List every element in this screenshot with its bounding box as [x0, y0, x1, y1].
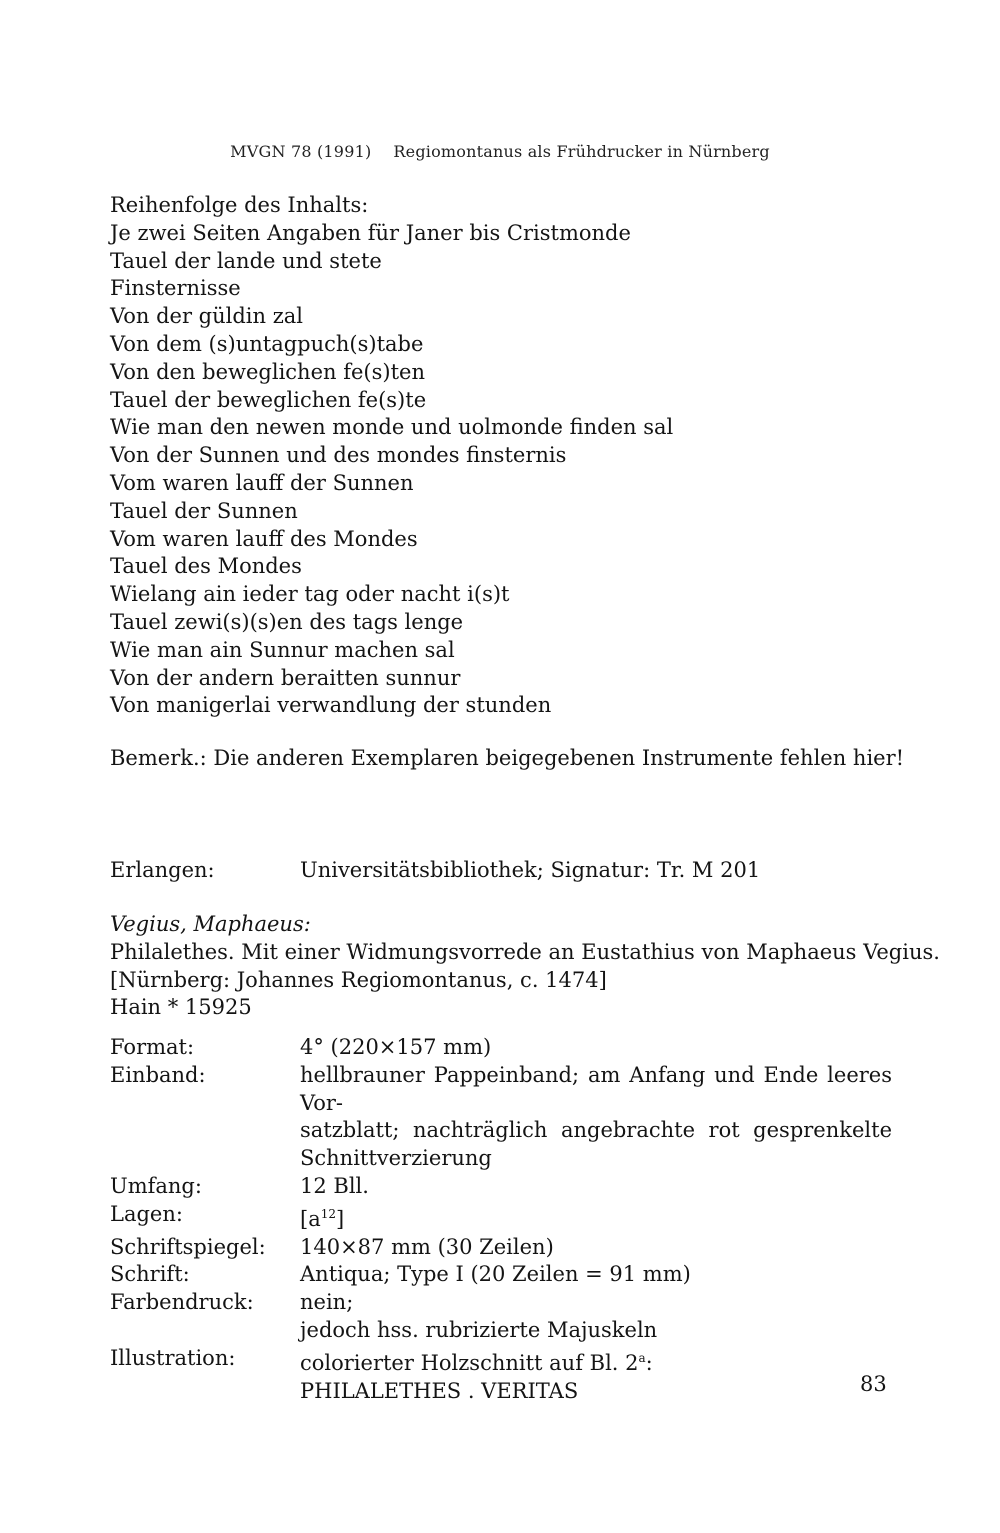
page-number: 83 [860, 1372, 887, 1396]
remark [110, 745, 905, 773]
einband-line-1: hellbrauner Pappeinband; am Anfang und Ende leeres Vor- [300, 1062, 892, 1115]
illustration-text: colorierter Holzschnitt auf Bl. 2 [300, 1350, 639, 1375]
entry-title: Philalethes. Mit einer Widmungsvorrede an Eustathius von Maphaeus Vegius. [110, 939, 940, 964]
illustration-colon: : [645, 1350, 653, 1375]
umfang-value: 12 Bll. [300, 1173, 369, 1198]
contents-item: Vom waren lauff der Sunnen [110, 470, 414, 495]
contents-item: Vom waren lauff des Mondes [110, 526, 418, 551]
illustration-key: Illustration: [110, 1345, 236, 1370]
contents-item: Tauel des Mondes [110, 554, 302, 579]
contents-heading: Reihenfolge des Inhalts: [110, 193, 369, 217]
location-value: Universitätsbibliothek; Signatur: Tr. M 201 [300, 858, 761, 882]
illustration-line-2: PHILALETHES . VERITAS [300, 1378, 579, 1403]
contents-item: Wielang ain ieder tag oder nacht i(s)t [110, 582, 510, 607]
schrift-value: Antiqua; Type I (20 Zeilen = 91 mm) [300, 1262, 691, 1287]
article-title: Regiomontanus als Frühdrucker in Nürnberg [393, 142, 770, 161]
einband-row [110, 1062, 900, 1173]
remark-text: Bemerk.: Die anderen Exemplaren beigegebenen Instrumente fehlen hier! [110, 746, 905, 770]
contents-item: Finsternisse [110, 276, 241, 301]
schriftspiegel-value: 140×87 mm (30 Zeilen) [300, 1234, 554, 1259]
lagen-value: $[a^{12}]$ [300, 1206, 345, 1231]
lagen-superscript: 12 [320, 1206, 337, 1221]
lagen-letter: a [308, 1206, 321, 1231]
description-table [110, 1034, 900, 1405]
farbendruck-row [110, 1289, 900, 1345]
location-row [110, 856, 900, 884]
lagen-key: Lagen: [110, 1201, 183, 1226]
contents-item: Von dem (s)untagpuch(s)tabe [110, 331, 424, 356]
contents-item: Von der Sunnen und des mondes finsternis [110, 443, 567, 468]
entry-imprint: [Nürnberg: Johannes Regiomontanus, c. 1474] [110, 967, 607, 992]
schrift-key: Schrift: [110, 1262, 190, 1287]
schrift-row [110, 1261, 900, 1289]
contents-item: Tauel zewi(s)(s)en des tags lenge [110, 609, 464, 634]
format-key: Format: [110, 1035, 195, 1059]
schriftspiegel-key: Schriftspiegel: [110, 1234, 266, 1259]
contents-item: Je zwei Seiten Angaben für Janer bis Cristmonde [110, 220, 631, 245]
einband-line-3: Schnittverzierung [300, 1146, 492, 1171]
lagen-row [110, 1201, 900, 1234]
contents-item: Von den beweglichen fe(s)ten [110, 359, 425, 384]
illustration-superscript: a [638, 1350, 646, 1365]
contents-item: Tauel der lande und stete [110, 248, 382, 273]
format-value: 4° (220×157 mm) [300, 1035, 492, 1059]
einband-line-2: satzblatt; nachträglich angebrachte rot gesprenkelte [300, 1118, 892, 1143]
einband-key: Einband: [110, 1062, 206, 1087]
journal-reference: MVGN 78 (1991) [230, 142, 372, 161]
schriftspiegel-row [110, 1234, 900, 1262]
contents-item: Von manigerlai verwandlung der stunden [110, 693, 552, 718]
farbendruck-key: Farbendruck: [110, 1290, 254, 1315]
location-key: Erlangen: [110, 858, 215, 882]
farbendruck-line-1: nein; [300, 1290, 354, 1315]
umfang-key: Umfang: [110, 1173, 202, 1198]
contents-item: Wie man den newen monde und uolmonde finden sal [110, 415, 674, 440]
contents-item: Tauel der Sunnen [110, 498, 298, 523]
farbendruck-line-2: jedoch hss. rubrizierte Majuskeln [300, 1317, 658, 1342]
contents-item: Von der andern beraitten sunnur [110, 665, 461, 690]
contents-items [110, 220, 900, 720]
contents-item: Wie man ain Sunnur machen sal [110, 637, 455, 662]
illustration-row [110, 1345, 900, 1406]
format-row [110, 1034, 900, 1062]
contents-list [110, 192, 900, 720]
entry-author: Vegius, Maphaeus: [110, 912, 311, 936]
contents-item: Von der güldin zal [110, 304, 304, 329]
running-header [0, 142, 1000, 161]
entry-reference: Hain * 15925 [110, 995, 252, 1020]
umfang-row [110, 1173, 900, 1201]
bibliographic-entry [110, 911, 940, 1022]
contents-item: Tauel der beweglichen fe(s)te [110, 387, 427, 412]
illustration-line-1 [300, 1345, 892, 1378]
